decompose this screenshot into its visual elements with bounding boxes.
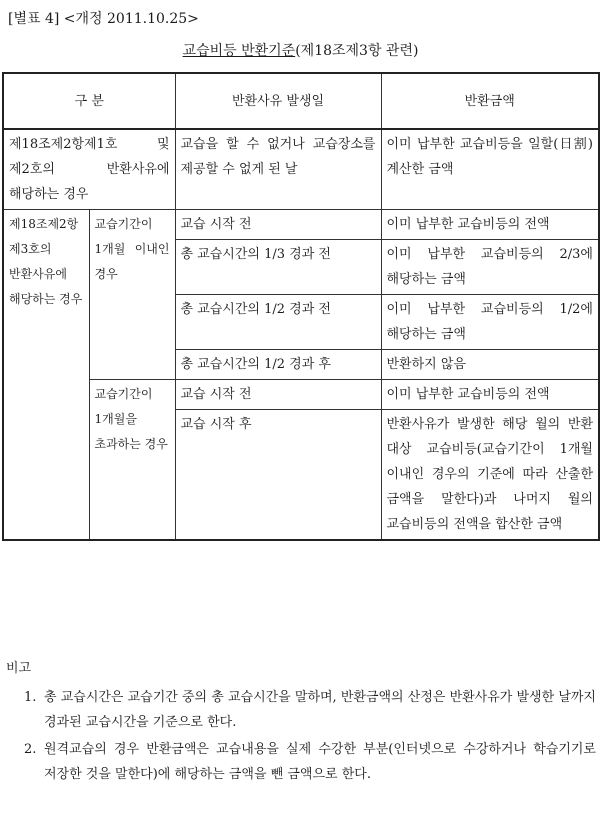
note-number: 1. bbox=[24, 690, 37, 705]
title-main: 교습비등 반환기준 bbox=[182, 43, 296, 59]
table-number: [별표 4] bbox=[8, 11, 60, 27]
within-period: 교습기간이 1개월 이내인 경우 bbox=[89, 210, 175, 380]
table-row bbox=[3, 129, 599, 210]
over-amount: 이미 납부한 교습비등의 전액 bbox=[381, 380, 599, 410]
note-text: 원격교습의 경우 반환금액은 교습내용을 실제 수강한 부분(인터넷으로 수강하거나 학습기기로 저장한 것을 말한다)에 해당하는 금액을 뺀 금액으로 한다. bbox=[44, 742, 596, 782]
page-title bbox=[0, 40, 601, 60]
within-occurrence: 총 교습시간의 1/2 경과 후 bbox=[175, 350, 381, 380]
within-amount: 반환하지 않음 bbox=[381, 350, 599, 380]
table-row bbox=[3, 380, 599, 410]
note-item bbox=[24, 685, 596, 735]
within-amount: 이미 납부한 교습비등의 2/3에 해당하는 금액 bbox=[381, 240, 599, 295]
within-occurrence: 총 교습시간의 1/2 경과 전 bbox=[175, 295, 381, 350]
within-amount: 이미 납부한 교습비등의 1/2에 해당하는 금액 bbox=[381, 295, 599, 350]
row1-amount: 이미 납부한 교습비등을 일할(日割) 계산한 금액 bbox=[381, 129, 599, 210]
table-row bbox=[3, 210, 599, 240]
header-amount: 반환금액 bbox=[381, 73, 599, 129]
within-amount: 이미 납부한 교습비등의 전액 bbox=[381, 210, 599, 240]
document-header bbox=[8, 8, 199, 28]
header-occurrence: 반환사유 발생일 bbox=[175, 73, 381, 129]
within-occurrence: 교습 시작 전 bbox=[175, 210, 381, 240]
revision-date: <개정 2011.10.25> bbox=[63, 11, 199, 27]
row1-category: 제18조제2항제1호 및 제2호의 반환사유에 해당하는 경우 bbox=[3, 129, 175, 210]
notes-section bbox=[6, 656, 596, 789]
table-header-row bbox=[3, 73, 599, 129]
note-item bbox=[24, 737, 596, 787]
row1-occurrence: 교습을 할 수 없거나 교습장소를 제공할 수 없게 된 날 bbox=[175, 129, 381, 210]
over-period: 교습기간이 1개월을 초과하는 경우 bbox=[89, 380, 175, 541]
over-amount: 반환사유가 발생한 해당 월의 반환 대상 교습비등(교습기간이 1개월 이내인 경우의 기준에 따라 산출한 금액을 말한다)과 나머지 월의 교습비등의 전액을 합산한 금액 bbox=[381, 410, 599, 541]
note-number: 2. bbox=[24, 742, 37, 757]
within-occurrence: 총 교습시간의 1/3 경과 전 bbox=[175, 240, 381, 295]
over-occurrence: 교습 시작 전 bbox=[175, 380, 381, 410]
group2-category: 제18조제2항제3호의 반환사유에 해당하는 경우 bbox=[3, 210, 89, 541]
note-text: 총 교습시간은 교습기간 중의 총 교습시간을 말하며, 반환금액의 산정은 반환사유가 발생한 날까지 경과된 교습시간을 기준으로 한다. bbox=[44, 690, 596, 730]
over-occurrence: 교습 시작 후 bbox=[175, 410, 381, 541]
header-category: 구 분 bbox=[3, 73, 175, 129]
refund-table bbox=[2, 72, 600, 541]
notes-label: 비고 bbox=[6, 661, 32, 676]
title-sub: (제18조제3항 관련) bbox=[295, 43, 419, 59]
